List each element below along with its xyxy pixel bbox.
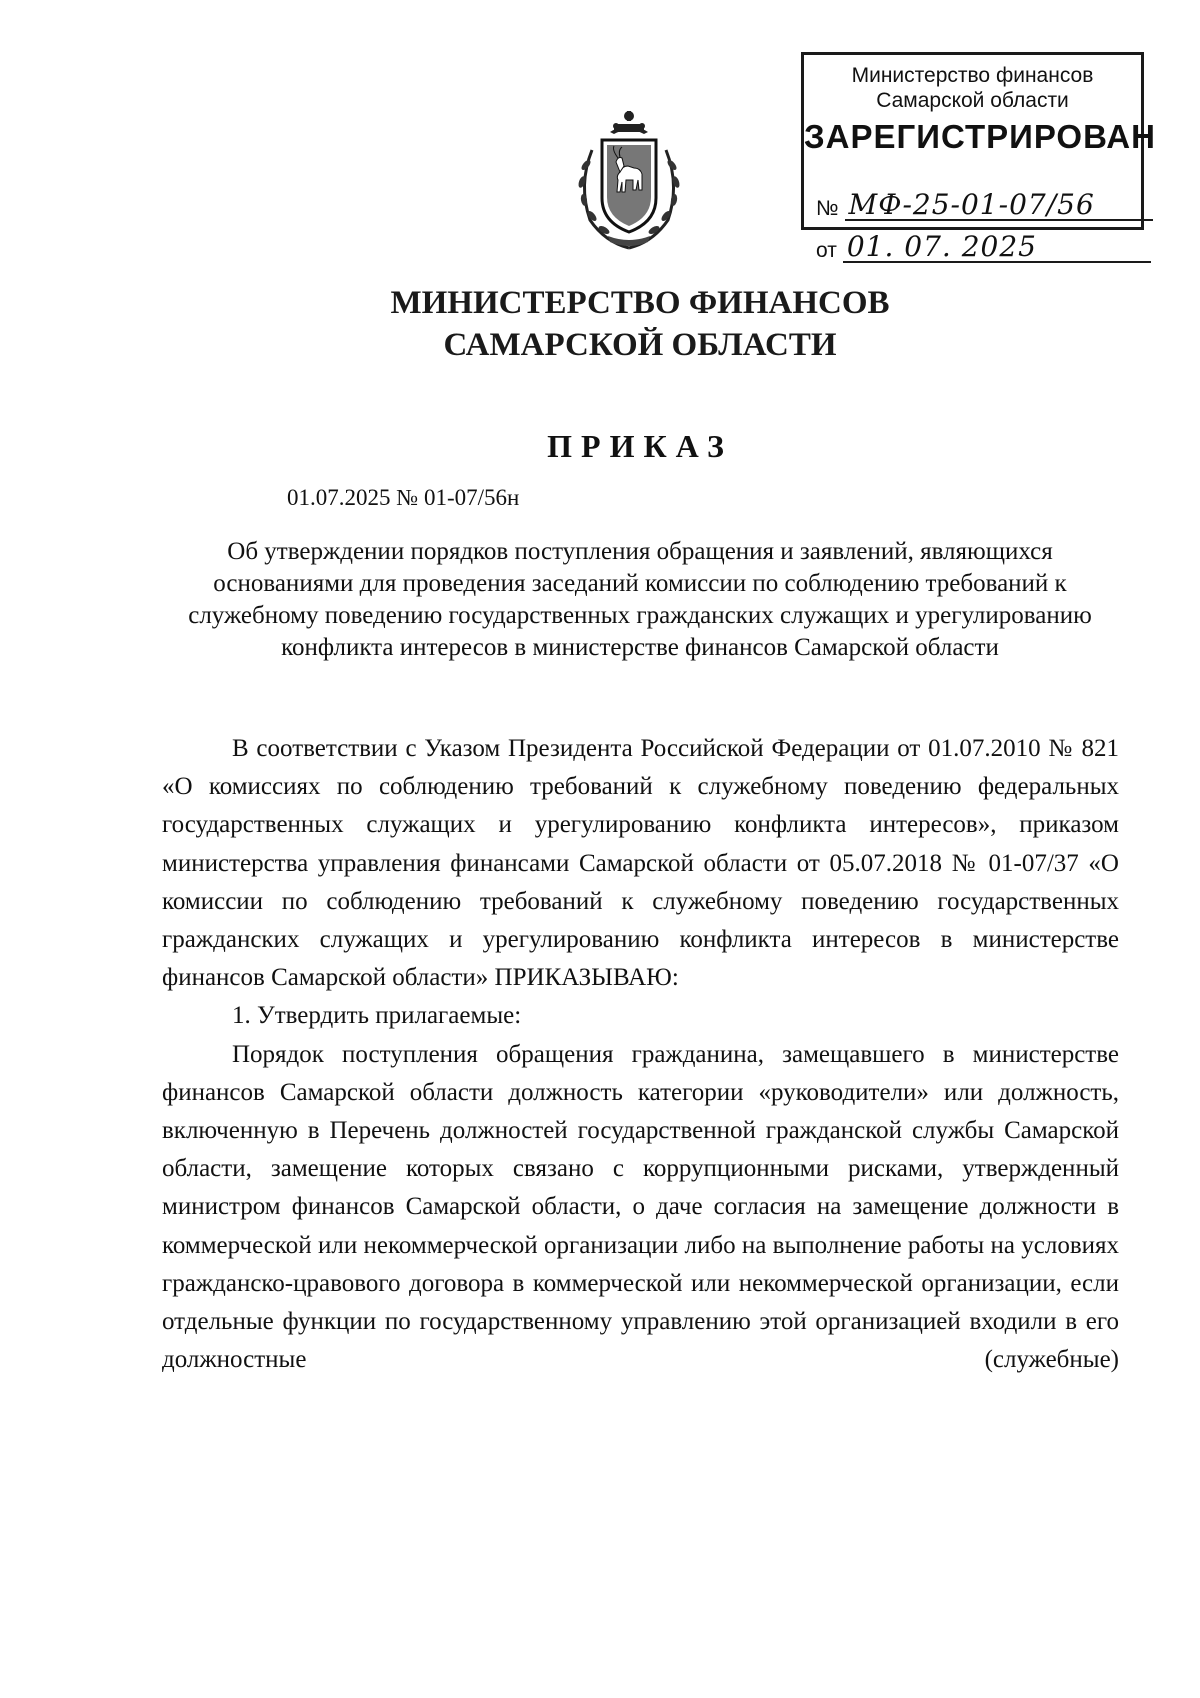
stamp-organization-line2: Самарской области	[876, 89, 1069, 112]
samara-oblast-coat-of-arms-icon	[570, 110, 688, 252]
preamble-paragraph: В соответствии с Указом Президента Российской Федерации от 01.07.2010 № 821 «О комиссиях по соблюдению требований к служебному поведению федеральных государственных служащих и урегулированию конфликта интересов», приказом министерства управления финансами Самарской области от 05.07.2018 № 01-07/37 «О комиссии по соблюдению требований к служебному поведению государственных гражданских служащих и урегулированию конфликта интересов в министерстве финансов Самарской области» ПРИКАЗЫВАЮ:	[162, 735, 1119, 992]
stamp-number-value: МФ-25-01-07/56	[845, 191, 1153, 221]
document-body	[162, 730, 1119, 1379]
ministry-title-line1: МИНИСТЕРСТВО ФИНАНСОВ	[390, 285, 890, 321]
stamp-date-label: от	[816, 239, 837, 262]
registration-stamp	[801, 52, 1156, 263]
document-date-number: 01.07.2025 № 01-07/56н	[287, 485, 520, 510]
document-subject: Об утверждении порядков поступления обращения и заявлений, являющихся основаниями для проведения заседаний комиссии по соблюдению требований к служебному поведению государственных гражданских служащих и урегулированию конфликта интересов в министерстве финансов Самарской области	[188, 538, 1092, 661]
item-1-heading: 1. Утвердить прилагаемые:	[232, 1002, 522, 1030]
document-type: ПРИКАЗ	[547, 428, 733, 464]
item-1-text: Порядок поступления обращения гражданина, замещавшего в министерстве финансов Самарской области должность категории «руководители» или должность, включенную в Перечень должностей государственной гражданской службы Самарской области, замещение которых связано с коррупционными рисками, утвержденный министром финансов Самарской области, о даче согласия на замещение должности в коммерческой или некоммерческой организации либо на выполнение работы на условиях гражданско-цравового договора в коммерческой или некоммерческой организации, если отдельные функции по государственному управлению этой организацией входили в его должностные (служебные)	[162, 1040, 1119, 1374]
stamp-date-value: 01. 07. 2025	[843, 233, 1151, 263]
stamp-organization-line1: Министерство финансов	[851, 64, 1094, 87]
stamp-organization	[804, 63, 1141, 113]
stamp-number-label: №	[816, 197, 839, 220]
stamp-date-row	[816, 230, 1151, 263]
stamp-status: ЗАРЕГИСТРИРОВАН	[804, 118, 1156, 155]
ministry-title	[40, 282, 1200, 366]
stamp-number-row	[816, 188, 1153, 221]
ministry-title-line2: САМАРСКОЙ ОБЛАСТИ	[443, 327, 837, 363]
